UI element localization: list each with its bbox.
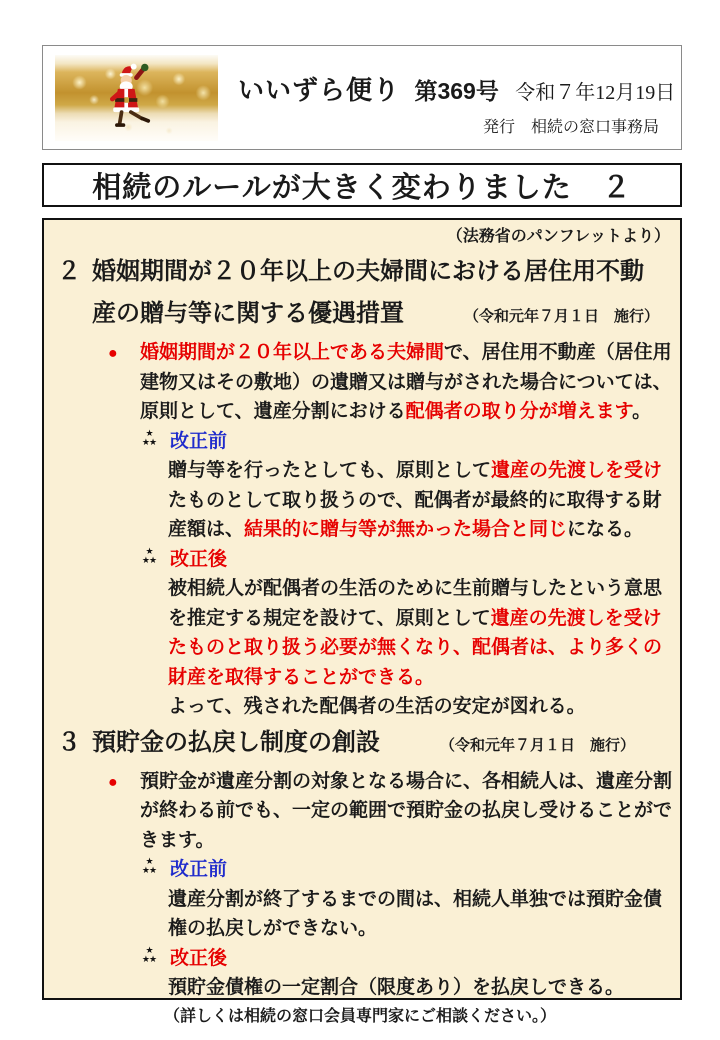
bullet-icon: ● (108, 773, 118, 791)
issue-number: 第369号 (414, 78, 499, 104)
three-stars-icon: ★ ★★ (141, 427, 157, 447)
revision-marker-line (44, 427, 680, 457)
text-line (44, 767, 680, 797)
text-line (44, 692, 680, 722)
text-segment: 遺産の先渡しを受け (490, 607, 662, 629)
section-heading-line (44, 722, 680, 767)
revision-marker-line (44, 944, 680, 974)
text-segment: 遺産の先渡しを受け (491, 460, 663, 481)
text-line (44, 456, 680, 486)
section-number: ３ (57, 728, 81, 756)
text-segment: 改正前 (170, 859, 228, 880)
text-segment: 婚姻期間が２０年以上の夫婦間における居住用不動 (92, 258, 644, 285)
text-line (44, 515, 680, 545)
bullet-icon: ● (108, 345, 118, 362)
revision-marker-line (44, 545, 680, 575)
text-segment: 権の払戻しができない。 (168, 918, 378, 939)
page-title: 相続のルールが大きく変わりました ２ (42, 163, 682, 207)
text-line (44, 223, 680, 251)
text-line (44, 486, 680, 516)
text-line (44, 368, 680, 398)
text-segment: 財産を取得することができる。 (168, 666, 435, 688)
text-segment: になる。 (567, 519, 644, 540)
text-line (44, 633, 680, 663)
text-segment: 。 (632, 401, 652, 422)
text-segment: よって、残された配偶者の生活の安定が図れる。 (168, 696, 586, 717)
text-line (44, 885, 680, 915)
text-segment: 遺産分割が終了するまでの間は、相続人単独では預貯金債 (168, 888, 663, 910)
text-segment: たものとして取り扱うので、配偶者が最終的に取得する財 (168, 489, 662, 511)
text-segment: 被相続人が配偶者の生活のために生前贈与したという意思 (168, 578, 663, 599)
text-line (44, 826, 680, 856)
text-segment: 改正後 (170, 947, 228, 969)
text-line (44, 663, 680, 693)
publisher-line: 発行 相続の窓口事務局 (483, 119, 660, 136)
section-number: ２ (57, 258, 81, 285)
text-line (44, 973, 680, 1000)
text-segment: 配偶者の取り分が増えます (405, 401, 633, 422)
text-segment: 預貯金が遺産分割の対象となる場合に、各相続人は、遺産分割 (140, 770, 673, 792)
text-line (44, 796, 680, 826)
text-segment: きます。 (140, 829, 215, 851)
section-heading-line (44, 251, 680, 293)
text-line (44, 338, 680, 368)
text-segment: を推定する規定を設けて、原則として (168, 607, 491, 629)
newsletter-header (42, 45, 682, 150)
revision-marker-line (44, 855, 680, 885)
three-stars-icon: ★ ★★ (141, 545, 157, 565)
text-segment: 贈与等を行ったとしても、原則として (168, 460, 492, 481)
footer-note: （詳しくは相続の窓口会員専門家にご相談ください。） (163, 1008, 556, 1025)
newsletter-title: いいずら便り (238, 75, 401, 105)
text-segment: 結果的に贈与等が無かった場合と同じ (244, 519, 568, 540)
text-segment: 産額は、 (168, 519, 245, 540)
santa-photo (55, 55, 218, 141)
section-heading-line (44, 293, 680, 338)
text-segment: たものと取り扱う必要が無くなり、配偶者は、より多くの (168, 637, 663, 658)
issue-date: 令和７年12月19日 (515, 82, 676, 104)
text-segment: 建物又はその敷地）の遺贈又は贈与がされた場合については、 (140, 371, 672, 393)
text-segment: （令和元年７月１日 施行） (464, 308, 660, 325)
header-title-row (238, 70, 675, 107)
text-segment: 原則として、遺産分割における (140, 401, 406, 422)
text-segment: が終わる前でも、一定の範囲で預貯金の払戻し受けることがで (140, 800, 673, 821)
text-segment: 改正前 (170, 430, 228, 452)
text-segment: 産の贈与等に関する優遇措置 (92, 300, 404, 327)
text-line (44, 574, 680, 604)
text-segment: （法務省のパンフレットより） (446, 228, 670, 245)
content-panel (42, 218, 682, 1000)
text-segment: 改正後 (170, 548, 228, 570)
three-stars-icon: ★ ★★ (141, 856, 157, 875)
text-segment: 預貯金の払戻し制度の創設 (92, 728, 380, 756)
text-line (44, 397, 680, 427)
text-segment: 婚姻期間が２０年以上である夫婦間 (140, 342, 445, 363)
text-line (44, 604, 680, 634)
santa-icon (101, 61, 157, 139)
text-segment: で、居住用不動産（居住用 (444, 342, 672, 363)
text-segment: （令和元年７月１日 施行） (440, 736, 636, 754)
text-segment: 預貯金債権の一定割合（限度あり）を払戻しできる。 (168, 977, 625, 998)
content-blocks (44, 223, 680, 1000)
three-stars-icon: ★ ★★ (141, 944, 157, 964)
text-line (44, 914, 680, 944)
